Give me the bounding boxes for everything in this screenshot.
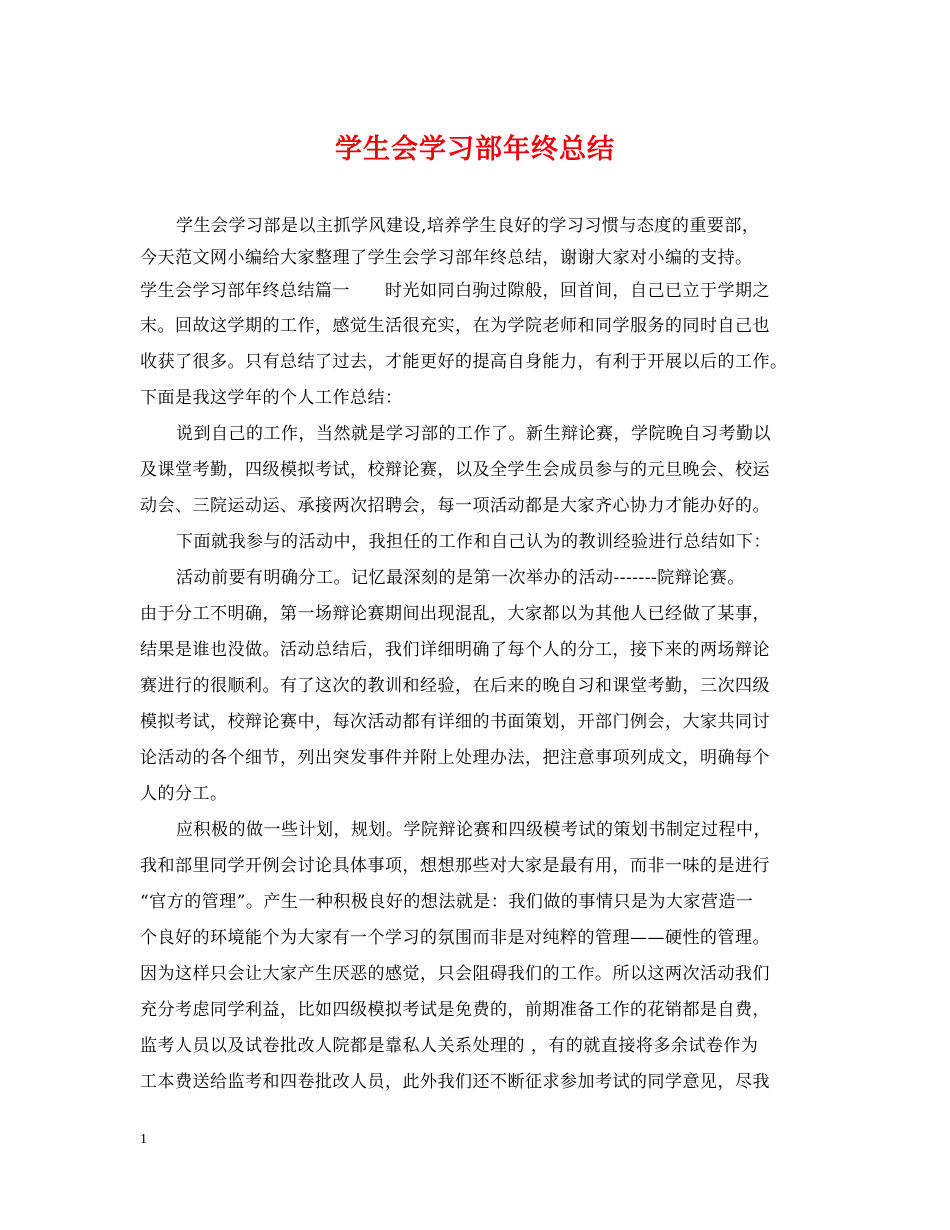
text-line: 结果是谁也没做。活动总结后，我们详细明确了每个人的分工，接下来的两场辩论 bbox=[140, 640, 770, 660]
text-line: 今天范文网小编给大家整理了学生会学习部年终总结，谢谢大家对小编的支持。 bbox=[140, 248, 753, 268]
text-line: 模拟考试，校辩论赛中，每次活动都有详细的书面策划，开部门例会，大家共同讨 bbox=[140, 712, 770, 732]
text-line: 末。回故这学期的工作，感觉生活很充实，在为学院老师和同学服务的同时自己也 bbox=[140, 316, 770, 336]
text-line: 及课堂考勤，四级模拟考试，校辩论赛，以及全学生会成员参与的元旦晚会、校运 bbox=[140, 460, 770, 480]
text-line: 我和部里同学开例会讨论具体事项，想想那些对大家是最有用，而非一味的是进行 bbox=[140, 856, 770, 876]
text-line: 论活动的各个细节，列出突发事件并附上处理办法，把注意事项列成文，明确每个 bbox=[140, 748, 770, 768]
text-line: 下面就我参与的活动中，我担任的工作和自己认为的教训经验进行总结如下： bbox=[176, 532, 771, 552]
text-line: 充分考虑同学利益，比如四级模拟考试是免费的，前期准备工作的花销都是自费， bbox=[140, 1000, 770, 1020]
text-line: 说到自己的工作，当然就是学习部的工作了。新生辩论赛，学院晚自习考勤以 bbox=[176, 424, 771, 444]
text-line: 动会、三院运动运、承接两次招聘会，每一项活动都是大家齐心协力才能办好的。 bbox=[140, 496, 770, 516]
text-line: 人的分工。 bbox=[140, 784, 228, 804]
text-line: 赛进行的很顺利。有了这次的教训和经验，在后来的晚自习和课堂考勤，三次四级 bbox=[140, 676, 770, 696]
text-line: 监考人员以及试卷批改人院都是靠私人关系处理的 ，有的就直接将多余试卷作为 bbox=[140, 1036, 759, 1056]
text-line: 工本费送给监考和四卷批改人员，此外我们还不断征求参加考试的同学意见，尽我 bbox=[140, 1072, 770, 1092]
text-line: 活动前要有明确分工。记忆最深刻的是第一次举办的活动-------院辩论赛。 bbox=[176, 568, 745, 588]
text-line: 收获了很多。只有总结了过去，才能更好的提高自身能力，有利于开展以后的工作。 bbox=[140, 352, 788, 372]
text-line: 学生会学习部年终总结篇一 时光如同白驹过隙般，回首间，自己已立于学期之 bbox=[140, 281, 770, 301]
text-line: “官方的管理”。产生一种积极良好的想法就是：我们做的事情只是为大家营造一 bbox=[140, 892, 754, 912]
text-line: 下面是我这学年的个人工作总结： bbox=[140, 388, 403, 408]
text-line: 因为这样只会让大家产生厌恶的感觉，只会阻碍我们的工作。所以这两次活动我们 bbox=[140, 964, 770, 984]
text-line: 个良好的环境能个为大家有一个学习的氛围而非是对纯粹的管理——硬性的管理。 bbox=[140, 928, 770, 948]
text-line: 学生会学习部是以主抓学风建设,培养学生良好的学习习惯与态度的重要部， bbox=[176, 216, 760, 236]
document-title: 学生会学习部年终总结 bbox=[335, 134, 615, 165]
page-number: 1 bbox=[140, 1132, 147, 1147]
text-line: 应积极的做一些计划，规划。学院辩论赛和四级模考试的策划书制定过程中， bbox=[176, 820, 771, 840]
text-line: 由于分工不明确，第一场辩论赛期间出现混乱，大家都以为其他人已经做了某事， bbox=[140, 604, 770, 624]
